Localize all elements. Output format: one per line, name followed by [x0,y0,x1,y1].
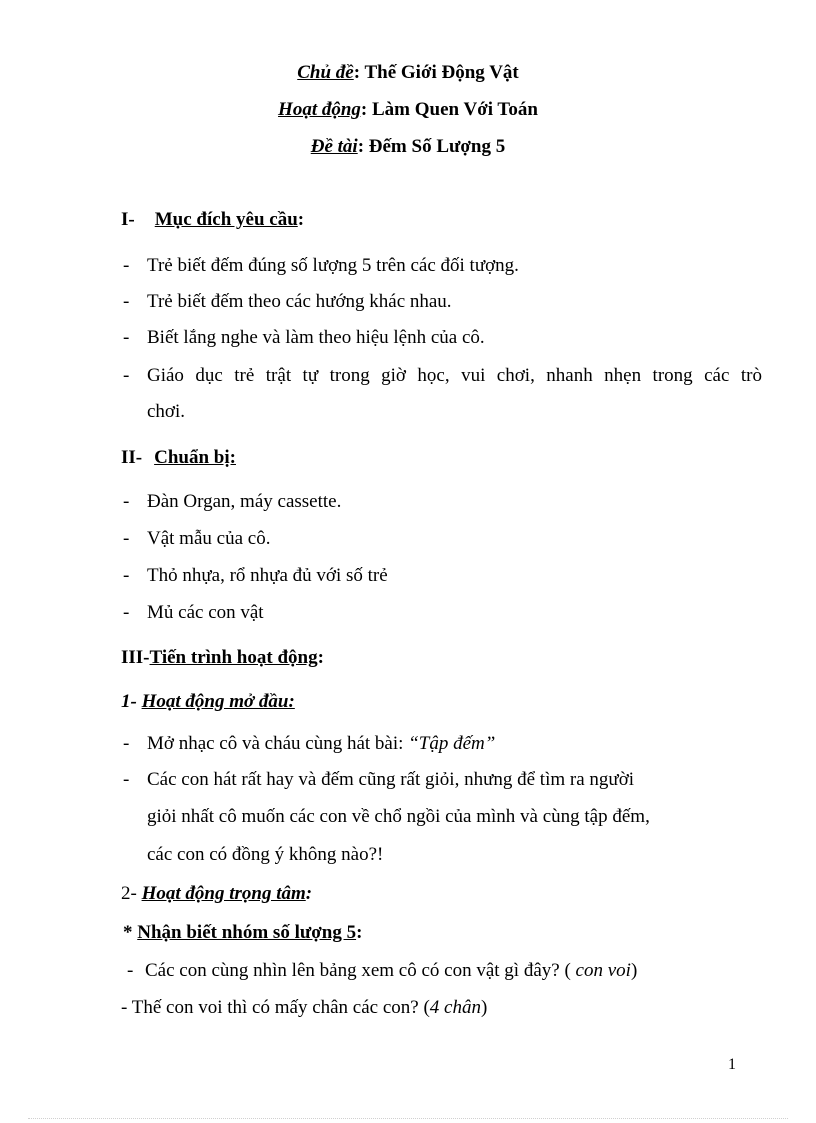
bullet-dash: - [123,769,130,790]
list-item: Trẻ biết đếm đúng số lượng 5 trên các đối tượng. [147,255,519,276]
star-marker: * [123,922,138,943]
activity-label: Hoạt động [278,99,361,120]
question2-text: - Thế con voi thì có mấy chân các con? ( [121,997,430,1018]
list-item: Giáo dục trẻ trật tự trong giờ học, vui chơi, nhanh nhẹn trong các trò [147,365,762,386]
subsection2-number: 2- [121,883,142,904]
list-item: Trẻ biết đếm theo các hướng khác nhau. [147,291,452,312]
page-bottom-border [28,1118,788,1119]
subject-sep: : [357,136,369,157]
question2-close: ) [480,997,488,1018]
song-intro-text: Mở nhạc cô và cháu cùng hát bài: [147,733,409,754]
section1-heading [121,208,304,232]
bullet-dash: - [123,602,130,623]
section1-title: Mục đích yêu cầu [154,209,298,230]
question-line [145,959,637,983]
subsection2-title: Hoạt động trọng tâm [141,883,306,904]
section3-heading [121,646,324,670]
subsection1-number: 1- [121,691,142,712]
subsection2-heading [121,882,312,906]
page-number: 1 [728,1056,736,1073]
subsection1-title: Hoạt động mở đầu: [141,691,295,712]
recognition-title: Nhận biết nhóm số lượng 5 [137,922,357,943]
topic-value: Thế Giới Động Vật [364,62,519,83]
subsection1-heading [121,690,295,714]
bullet-dash: - [123,528,130,549]
section3-number: III- [121,647,150,668]
song-title: “Tập đếm” [408,733,496,754]
paragraph-line: Các con hát rất hay và đếm cũng rất giỏi, nhưng để tìm ra người [147,769,635,790]
section3-colon: : [317,647,324,668]
subject-line [0,135,816,159]
list-item: Thỏ nhựa, rổ nhựa đủ với số trẻ [147,565,388,586]
subject-value: Đếm Số Lượng 5 [368,136,506,157]
list-item-continuation: chơi. [147,401,186,422]
bullet-dash: - [123,733,130,754]
subsection2-colon: : [305,883,313,904]
activity-sep: : [360,99,372,120]
bullet-dash: - [127,960,134,981]
question2-answer: 4 chân [429,997,481,1018]
list-item: Đàn Organ, máy cassette. [147,491,342,512]
bullet-dash: - [123,291,130,312]
list-item [147,732,495,756]
section3-title: Tiến trình hoạt động [149,647,318,668]
list-item: Biết lắng nghe và làm theo hiệu lệnh của cô. [147,327,485,348]
question1-text: Các con cùng nhìn lên bảng xem cô có con vật gì đây? ( [145,960,576,981]
list-item: Mủ các con vật [147,602,264,623]
topic-label: Chủ đề [297,62,354,83]
list-item: Vật mẫu của cô. [147,528,271,549]
paragraph-line: giỏi nhất cô muốn các con về chổ ngồi của mình và cùng tập đếm, [147,806,650,827]
recognition-colon: : [356,922,363,943]
section2-title: Chuẩn bị: [154,447,236,468]
topic-line [0,61,816,85]
bullet-dash: - [123,565,130,586]
section2-heading [121,446,236,470]
section2-number: II- [121,447,143,468]
recognition-heading [123,921,362,945]
question1-close: ) [630,960,638,981]
bullet-dash: - [123,365,130,386]
topic-sep: : [353,62,365,83]
section1-number: I- [121,209,135,230]
question-line [121,996,487,1020]
bullet-dash: - [123,327,130,348]
section1-colon: : [297,209,305,230]
activity-value: Làm Quen Với Toán [372,99,538,120]
subject-label: Đề tài [310,136,358,157]
bullet-dash: - [123,255,130,276]
question1-answer: con voi [575,960,631,981]
bullet-dash: - [123,491,130,512]
paragraph-line: các con có đồng ý không nào?! [147,844,384,865]
activity-line [0,98,816,122]
